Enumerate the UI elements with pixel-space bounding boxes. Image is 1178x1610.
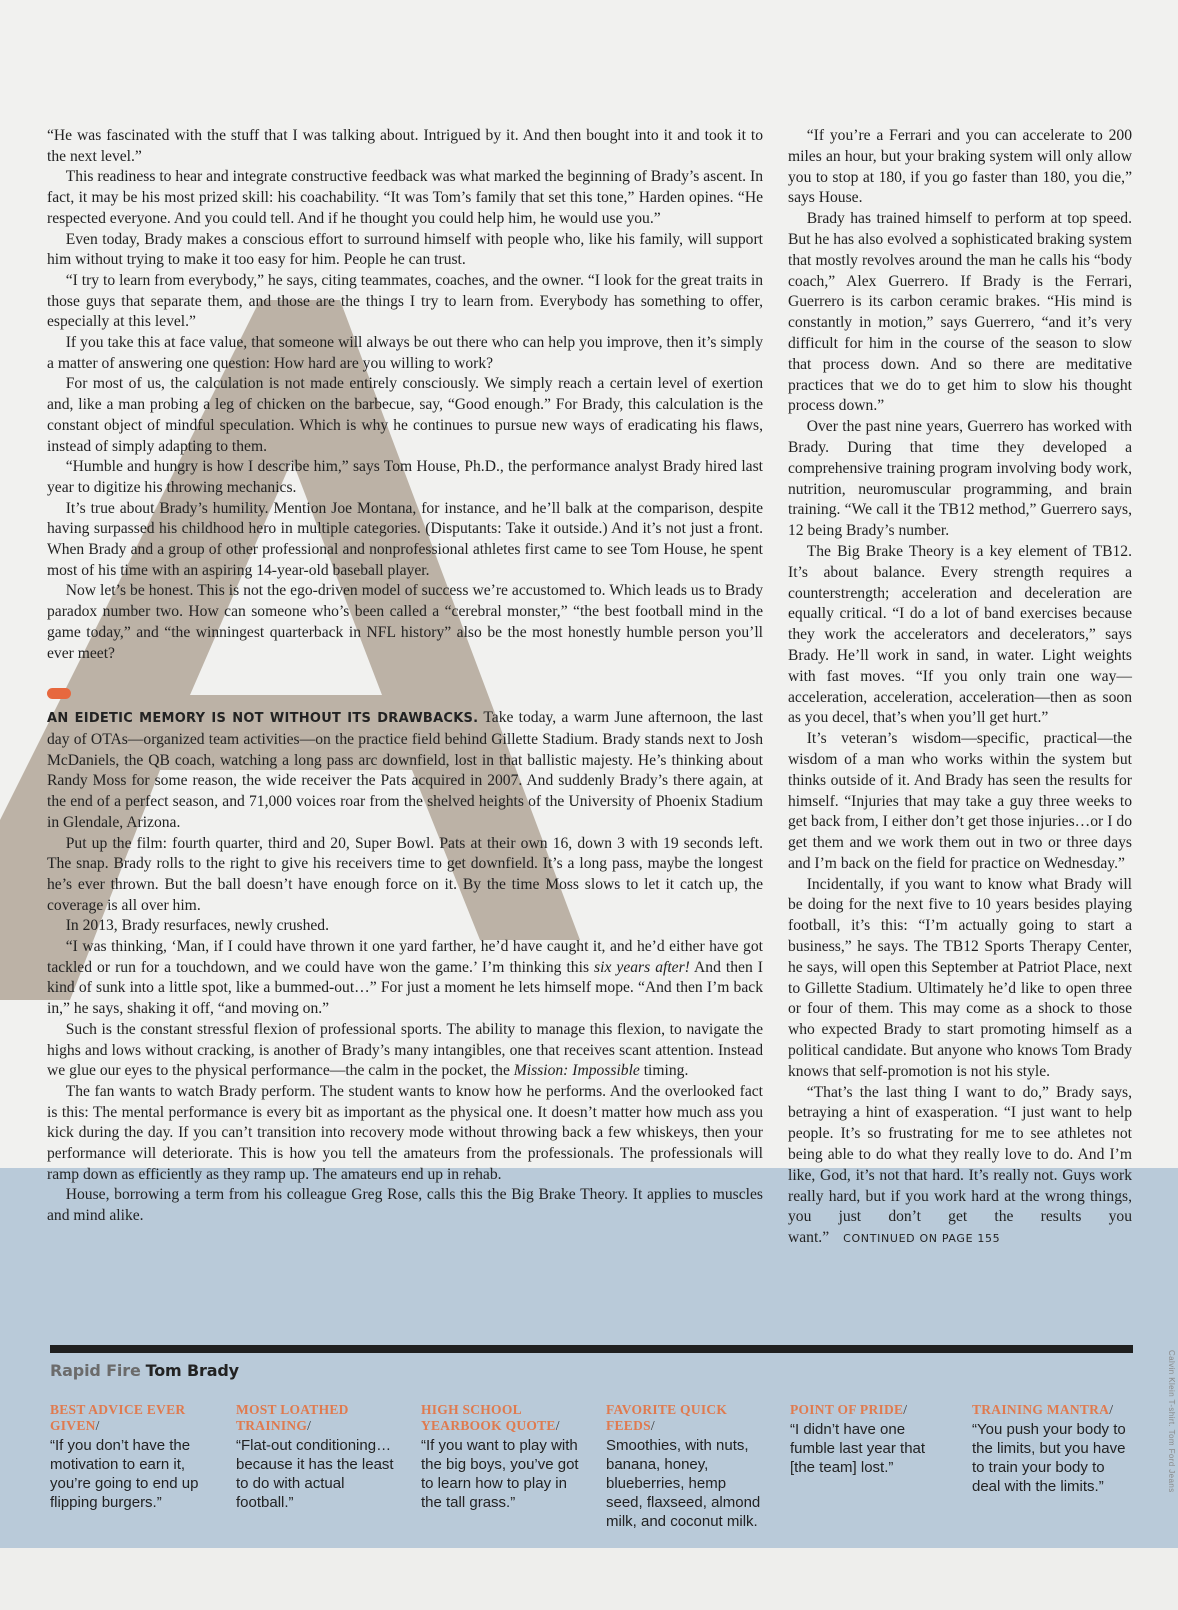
paragraph: Now let’s be honest. This is not the ego-driven model of success we’re accustomed to. Which leads us to Brady paradox number two. How can someone who’s been called a “cerebral monster,” “the best football mind in the game today,” and “the winningest quarterback in NFL history” also be the most honestly humble person you’ll ever meet? [47, 582, 763, 662]
section-rule [50, 1345, 1133, 1353]
paragraph: “Humble and hungry is how I describe him,” says Tom House, Ph.D., the performance analyst Brady hired last year to digitize his throwing mechanics. [47, 458, 763, 496]
paragraph: “He was fascinated with the stuff that I was talking about. Intrigued by it. And then bought into it and took it to the next level.” [47, 127, 763, 165]
question: MOST LOATHED TRAINING [236, 1402, 349, 1433]
question: HIGH SCHOOL YEARBOOK QUOTE [421, 1402, 556, 1433]
rapid-fire-item: BEST ADVICE EVER GIVEN/ “If you don’t have the motivation to earn it, you’re going to end up flipping burgers.” [50, 1402, 210, 1512]
paragraph: It’s true about Brady’s humility. Mention Joe Montana, for instance, and he’ll balk at the comparison, despite having surpassed his childhood hero in multiple categories. (Disputants: Take it outside.) And it’s not just a front. When Brady and a group of other professional and nonprofessional athletes first came to see Tom House, he spent most of his time with an aspiring 14-year-old baseball player. [47, 499, 763, 579]
answer: Smoothies, with nuts, banana, honey, blueberries, hemp seed, flaxseed, almond milk, and coconut milk. [606, 1437, 761, 1530]
paragraph: The fan wants to watch Brady perform. The student wants to know how he performs. And the overlooked fact is this: The mental performance is every bit as important as the physical one. It doesn’t matter how much ass you kick during the day. If you can’t transition into recovery mode without throwing back a few whiskeys, then your performance will deteriorate. This is how you tell the amateurs from the professionals. The professionals will ramp down as efficiently as they ramp up. The amateurs end up in rehab. [47, 1082, 763, 1183]
emphasis: six years after! [594, 958, 690, 976]
rapid-fire-item: FAVORITE QUICK FEEDS/ Smoothies, with nuts, banana, honey, blueberries, hemp seed, flaxseed, almond milk, and coconut milk. [606, 1402, 766, 1531]
paragraph: “If you’re a Ferrari and you can accelerate to 200 miles an hour, but your braking system will only allow you to stop at 180, if you go faster than 180, you die,” says House. [788, 127, 1132, 207]
section-lead: AN EIDETIC MEMORY IS NOT WITHOUT ITS DRAWBACKS. [47, 711, 479, 727]
side-column [788, 126, 1132, 1250]
section-text: Take today, a warm June afternoon, the last day of OTAs—organized team activities—on the practice field behind Gillette Stadium. Brady stands next to Josh McDaniels, the QB coach, watching a long pass arc downfield, lost in that ballistic majesty. He’s thinking about Randy Moss for some reason, the wide receiver the Pats acquired in 2007. And suddenly Brady’s there again, at the end of a perfect season, and 71,000 voices roar from the shelved heights of the University of Phoenix Stadium in Glendale, Arizona. [47, 709, 763, 831]
flexion-paragraph: Such is the constant stressful flexion of professional sports. The ability to manage this flexion, to navigate the highs and lows without cracking, is another of Brady’s many intangibles, one that receives scant attention. Instead we glue our eyes to the physical performance—the calm in the pocket, the Mission: Impossible timing. [47, 1020, 763, 1080]
rapid-fire-item: HIGH SCHOOL YEARBOOK QUOTE/ “If you want to play with the big boys, you’ve got to learn how to play in the tall grass.” [421, 1402, 586, 1512]
paragraph: Even today, Brady makes a conscious effort to surround himself with people who, like his family, will support him without trying to make it too easy for him. People he can trust. [47, 230, 763, 269]
question: FAVORITE QUICK FEEDS [606, 1402, 728, 1433]
paragraph: Incidentally, if you want to know what Brady will be doing for the next five to 10 years besides playing football, it’s this: “I’m actually going to start a business,” he says. The TB12 Sports Therapy Center, he says, will open this September at Patriot Place, next to Gillette Stadium. Ultimately he’d like to open three or four of them. This may come as a shock to those who expected Brady to start promoting himself as a political candidate. But anyone who knows Tom Brady knows that self-promotion is not his style. [788, 875, 1132, 1080]
answer: “If you want to play with the big boys, you’ve got to learn how to play in the tall grass.” [421, 1437, 579, 1511]
paragraph: For most of us, the calculation is not made entirely consciously. We simply reach a certain level of exertion and, like a man probing a leg of chicken on the barbecue, say, “Good enough.” For Brady, this calculation is the constant object of mindful speculation. Which is why he continues to pursue new ways of eradicating his flaws, instead of simply adapting to them. [47, 375, 763, 455]
paragraph: If you take this at face value, that someone will always be out there who can help you improve, then it’s simply a matter of answering one question: How hard are you willing to work? [47, 334, 763, 372]
bottom-strip [0, 1548, 1178, 1610]
question: BEST ADVICE EVER GIVEN [50, 1402, 186, 1433]
photo-credit: Calvin Klein T-shirt. Tom Ford Jeans [1167, 1350, 1176, 1493]
rapid-fire-item: TRAINING MANTRA/ “You push your body to the limits, but you have to train your body to deal with the limits.” [972, 1402, 1132, 1496]
paragraph: Put up the film: fourth quarter, third and 20, Super Bowl. Pats at their own 16, down 3 with 19 seconds left. The snap. Brady rolls to the right to give his receivers time to get downfield. It’s a long pass, maybe the longest he’s ever thrown. But the ball doesn’t have enough force on it. By the time Moss slows to let it catch up, the coverage is all over him. [47, 834, 763, 914]
emphasis: Mission: Impossible [513, 1062, 640, 1080]
paragraph: Over the past nine years, Guerrero has worked with Brady. During that time they developed a comprehensive training program involving body work, nutrition, neuromuscular programming, and brain training. “We call it the TB12 method,” Guerrero says, 12 being Brady’s number. [788, 418, 1132, 540]
paragraph: The Big Brake Theory is a key element of TB12. It’s about balance. Every strength requires a counterstrength; acceleration and deceleration are equally critical. “I do a lot of band exercises because they work the accelerators and decelerators,” says Brady. He’ll work in sand, in water. Light weights with fast moves. “If you only train one way—acceleration, acceleration, acceleration—then as soon as you decel, that’s when you’ll get hurt.” [788, 542, 1132, 727]
answer: “Flat-out conditioning…because it has the least to do with actual football.” [236, 1437, 394, 1511]
rapid-fire-item: POINT OF PRIDE/ “I didn’t have one fumble last year that [the team] lost.” [790, 1402, 945, 1477]
section-marker [47, 688, 71, 699]
rapid-fire-header [50, 1361, 239, 1380]
main-column [47, 126, 763, 1227]
paragraph: Brady has trained himself to perform at top speed. But he has also evolved a sophisticated braking system that mostly revolves around the man he calls his “body coach,” Alex Guerrero. If Brady is the Ferrari, Guerrero is its carbon ceramic brakes. “His mind is constantly in motion,” says Guerrero, “and it’s very difficult for him in the course of the season to slow that process down. And so there are meditative practices that we do to get him to slow his thought process down.” [788, 210, 1132, 415]
rapid-fire-label: Rapid Fire [50, 1361, 141, 1380]
paragraph: In 2013, Brady resurfaces, newly crushed. [65, 917, 329, 935]
question: TRAINING MANTRA [972, 1402, 1110, 1417]
paragraph: House, borrowing a term from his colleague Greg Rose, calls this the Big Brake Theory. It applies to muscles and mind alike. [47, 1186, 763, 1225]
section-lead-paragraph [47, 708, 763, 833]
answer: “If you don’t have the motivation to earn it, you’re going to end up flipping burgers.” [50, 1437, 199, 1511]
answer: “I didn’t have one fumble last year that [the team] lost.” [790, 1421, 926, 1476]
paragraph: This readiness to hear and integrate constructive feedback was what marked the beginning of Brady’s ascent. In fact, it may be his most prized skill: his coachability. “It was Tom’s family that set this tone,” Harden opines. “He respected everyone. And you could tell. And if he thought you could help him, he would use you.” [47, 168, 763, 227]
answer: “You push your body to the limits, but you have to train your body to deal with the limits.” [972, 1421, 1126, 1495]
continued-note: CONTINUED ON PAGE 155 [843, 1232, 1001, 1246]
rapid-fire-name: Tom Brady [145, 1361, 239, 1380]
paragraph: “I try to learn from everybody,” he says, citing teammates, coaches, and the owner. “I look for the great traits in those guys that separate them, and those are the things I try to learn from. Everybody has something to offer, especially at this level.” [47, 271, 763, 331]
rapid-fire-item: MOST LOATHED TRAINING/ “Flat-out conditioning…because it has the least to do with actual football.” [236, 1402, 396, 1512]
last-paragraph: “That’s the last thing I want to do,” Brady says, betraying a hint of exasperation. “I just want to help people. It’s so frustrating for me to see athletes not being able to do what they really love to do. And I’m like, God, it’s not that hard. It’s really not. Guys work really hard, but if you work hard at the wrong things, you just don’t get the results you want.” CONTINUED ON PAGE 155 [788, 1083, 1132, 1247]
paragraph: It’s veteran’s wisdom—specific, practical—the wisdom of a man who works within the system but thinks outside of it. And Brady has seen the results for himself. “Injuries that may take a guy three weeks to get back from, I either don’t get those injuries…or I do get them and we work them out in two or three days and I’m back on the field for practice on Wednesday.” [788, 730, 1132, 872]
question: POINT OF PRIDE [790, 1402, 904, 1417]
quote-paragraph: “I was thinking, ‘Man, if I could have thrown it one yard farther, he’d have caught it, and he’d either have got tackled or run for a touchdown, and we could have won the game.’ I’m thinking this six years after! And then I kind of sunk into a little spot, like a bummed-out…” For just a moment he lets himself mope. “And then I’m back in,” he says, shaking it off, “and moving on.” [47, 938, 763, 1018]
